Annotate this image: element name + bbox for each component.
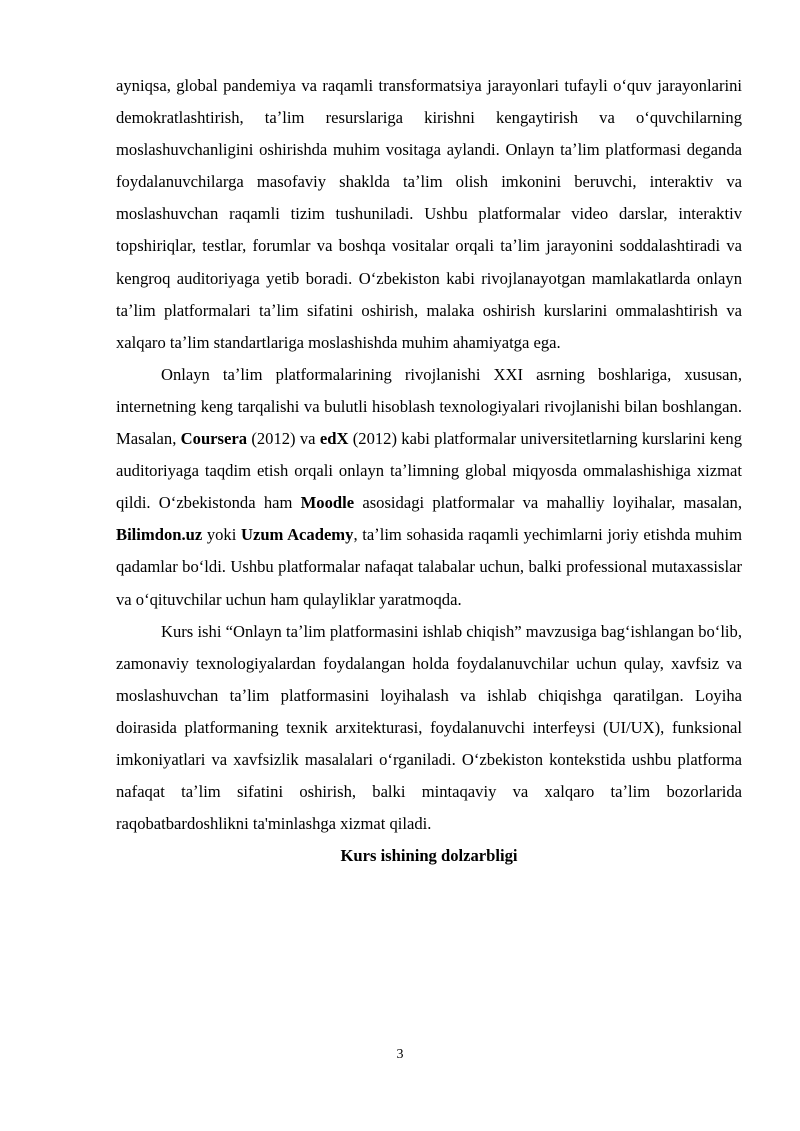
paragraph-text: Onlayn taʼlim platformalarining rivojlanishi XXI asrning boshlariga, xususan, internetning keng tarqalishi va bulutli hisoblash texnologiyalari rivojlanishi bilan boshlangan. Masalan, xyxy=(116,364,742,449)
section-heading: Kurs ishining dolzarbligi xyxy=(340,846,518,866)
paragraph-text: yoki xyxy=(202,525,241,545)
paragraph-course-work-topic: Kurs ishi “Onlayn taʼlim platformasini ishlab chiqish” mavzusiga bagʻishlangan boʻlib, zamonaviy texnologiyalardan foydalangan holda foydalanuvchilar uchun qulay, xavfsiz va moslashuvchan taʼlim platformasini loyihalash va ishlab chiqishga qaratilgan. Loyiha doirasida platformaning texnik arxitekturasi, foydalanuvchi interfeysi (UI/UX), funksional imkoniyatlari va xavfsizlik masalalari oʻrganiladi. Oʻzbekiston kontekstida ushbu platforma nafaqat taʼlim sifatini oshirish, balki mintaqaviy va xalqaro taʼlim bozorlarida raqobatbardoshlikni ta'minlashga xizmat qiladi. xyxy=(116,621,742,834)
paragraph-intro-continuation: ayniqsa, global pandemiya va raqamli transformatsiya jarayonlari tufayli oʻquv jarayonlarini demokratlashtirish, taʼlim resurslariga kirishni kengaytirish va oʻquvchilarning moslashuvchanligini oshirishda muhim vositaga aylandi. Onlayn taʼlim platformasi deganda foydalanuvchilarga masofaviy shaklda taʼlim olish imkonini beruvchi, interaktiv va moslashuvchan raqamli tizim tushuniladi. Ushbu platformalar video darslar, interaktiv topshiriqlar, testlar, forumlar va boshqa vositalar orqali taʼlim jarayonini soddalashtiradi va kengroq auditoriyaga yetib boradi. Oʻzbekiston kabi rivojlanayotgan mamlakatlarda onlayn taʼlim platformalari taʼlim sifatini oshirish, malaka oshirish kurslarini ommalashtirish va xalqaro taʼlim standartlariga moslashishda muhim ahamiyatga ega. xyxy=(116,76,742,352)
page-body xyxy=(116,70,742,872)
paragraph-text: (2012) va xyxy=(247,429,320,449)
page-number: 3 xyxy=(396,1047,404,1062)
platform-name-uzum-academy: Uzum Academy xyxy=(240,525,354,545)
paragraph-text: , taʼlim sohasida raqamli yechimlarni joriy etishda muhim qadamlar boʻldi. Ushbu platformalar nafaqat talabalar uchun, balki professional mutaxassislar va oʻqituvchilar uchun ham qulayliklar yaratmoqda. xyxy=(116,525,742,609)
paragraph-platform-history xyxy=(116,359,742,616)
paragraph-text: asosidagi platformalar va mahalliy loyihalar, masalan, xyxy=(354,493,743,513)
platform-name-edx: edX xyxy=(319,429,349,449)
platform-name-moodle: Moodle xyxy=(300,493,355,513)
platform-name-bilimdon: Bilimdon.uz xyxy=(116,525,203,545)
paragraph-text: (2012) kabi platformalar universitetlarning kurslarini keng auditoriyaga taqdim etish orqali onlayn taʼlimning global miqyosda ommalashishiga xizmat qildi. Oʻzbekistonda ham xyxy=(116,429,742,513)
platform-name-coursera: Coursera xyxy=(180,429,248,449)
